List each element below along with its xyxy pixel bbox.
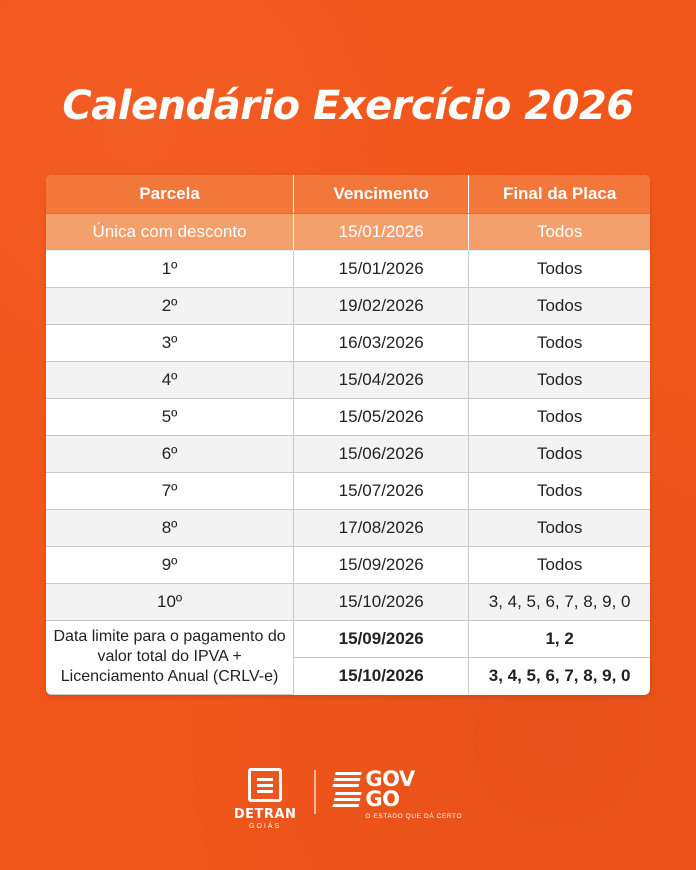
cell-vencimento: 15/10/2026	[294, 584, 469, 621]
cell-limit-placa: 3, 4, 5, 6, 7, 8, 9, 0	[488, 666, 631, 685]
cell-parcela: 6º	[46, 436, 294, 473]
cell-limit-date: 15/09/2026	[294, 621, 469, 658]
cell-vencimento: 15/07/2026	[294, 473, 469, 510]
cell-parcela: 3º	[46, 325, 294, 362]
cell-vencimento: 15/04/2026	[294, 362, 469, 399]
logo-divider	[314, 770, 316, 814]
column-header-parcela: Parcela	[46, 175, 294, 214]
cell-final-placa: Todos	[469, 399, 650, 436]
table-row	[46, 436, 650, 473]
gov-logo-line2: GO	[365, 786, 400, 811]
gov-logo-row-2	[334, 786, 400, 811]
flag-stripes-icon	[333, 772, 362, 788]
cell-parcela: 10º	[46, 584, 294, 621]
cell-parcela: 1º	[46, 251, 294, 288]
cell-vencimento: 16/03/2026	[294, 325, 469, 362]
cell-parcela: 4º	[46, 362, 294, 399]
cell-parcela: 7º	[46, 473, 294, 510]
detran-logo	[234, 768, 297, 830]
cell-vencimento: 15/09/2026	[294, 547, 469, 584]
cell-vencimento: 15/05/2026	[294, 399, 469, 436]
cell-limit-placa: 1, 2	[469, 621, 650, 658]
table-row	[46, 547, 650, 584]
cell-vencimento: 15/01/2026	[294, 251, 469, 288]
cell-final-placa: Todos	[469, 510, 650, 547]
column-header-final-placa: Final da Placa	[469, 175, 650, 214]
page-title: Calendário Exercício 2026	[62, 83, 634, 129]
detran-mark-icon	[248, 768, 282, 802]
table-row	[46, 399, 650, 436]
calendar-table	[46, 175, 650, 695]
cell-final-placa: Todos	[469, 325, 650, 362]
table-row	[46, 362, 650, 399]
gov-logo-tagline: O ESTADO QUE DÁ CERTO	[365, 812, 463, 820]
cell-parcela: 5º	[46, 399, 294, 436]
flag-stripes-icon	[333, 792, 362, 808]
cell-final-placa: Todos	[469, 547, 650, 584]
table-row	[46, 288, 650, 325]
cell-final-placa: Todos	[469, 214, 650, 251]
cell-parcela: 9º	[46, 547, 294, 584]
table-row	[46, 251, 650, 288]
cell-limit-label: Data limite para o pagamento do valor total do IPVA + Licenciamento Anual (CRLV-e)	[46, 621, 294, 695]
cell-final-placa: Todos	[469, 251, 650, 288]
cell-vencimento: 17/08/2026	[294, 510, 469, 547]
table-row	[46, 584, 650, 621]
table-row	[46, 325, 650, 362]
detran-logo-sub: GOIÁS	[249, 823, 282, 830]
cell-vencimento: 15/06/2026	[294, 436, 469, 473]
cell-final-placa: 3, 4, 5, 6, 7, 8, 9, 0	[469, 584, 650, 621]
cell-parcela: Única com desconto	[46, 214, 294, 251]
cell-vencimento: 15/01/2026	[294, 214, 469, 251]
cell-final-placa: Todos	[469, 362, 650, 399]
cell-final-placa: Todos	[469, 436, 650, 473]
gov-goias-logo	[334, 768, 462, 820]
table-row-limit-1	[46, 621, 650, 658]
cell-limit-date: 15/10/2026	[294, 658, 469, 695]
table-header-row	[46, 175, 650, 214]
table-row-unica-desconto	[46, 214, 650, 251]
detran-logo-name: DETRAN	[233, 807, 297, 822]
gov-logo-line1: GOV	[365, 767, 415, 791]
cell-parcela: 2º	[46, 288, 294, 325]
cell-final-placa: Todos	[469, 473, 650, 510]
cell-vencimento: 19/02/2026	[294, 288, 469, 325]
table-row	[46, 473, 650, 510]
cell-final-placa: Todos	[469, 288, 650, 325]
calendar-table-card	[46, 175, 650, 695]
table-row	[46, 510, 650, 547]
cell-parcela: 8º	[46, 510, 294, 547]
column-header-vencimento: Vencimento	[294, 175, 469, 214]
footer-logos	[0, 768, 696, 830]
